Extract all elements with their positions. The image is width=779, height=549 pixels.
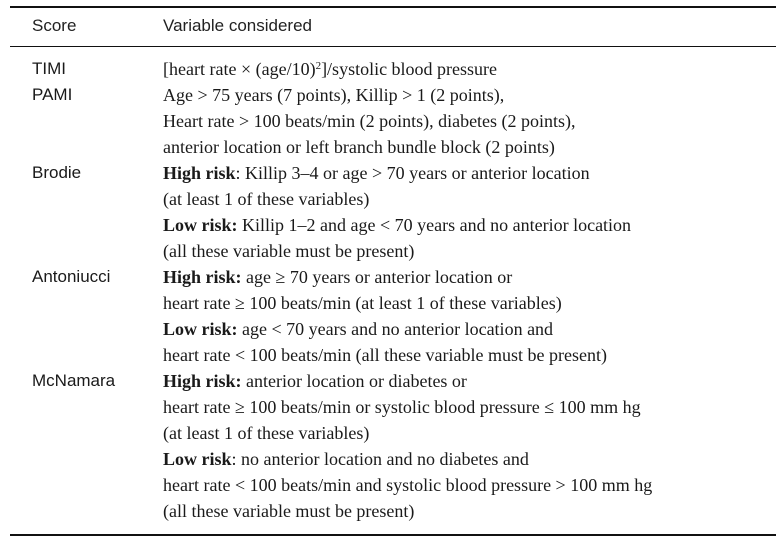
table-row-mcnamara	[0, 368, 779, 524]
table-top-rule	[10, 6, 776, 8]
variable-cell	[163, 368, 779, 524]
criteria-text: : Killip 3–4 or age > 70 years or anterior location	[235, 163, 590, 183]
variable-line: (at least 1 of these variables)	[163, 423, 370, 443]
variable-line	[163, 368, 779, 394]
criteria-text: Killip 1–2 and age < 70 years and no anterior location	[237, 215, 632, 235]
high-risk-label: High risk:	[163, 267, 242, 287]
high-risk-label: High risk	[163, 163, 236, 183]
table-row-brodie	[0, 160, 779, 264]
variable-line	[163, 446, 779, 472]
variable-cell	[163, 82, 779, 160]
criteria-text: anterior location or diabetes or	[241, 371, 467, 391]
variable-line: (all these variable must be present)	[163, 241, 415, 261]
criteria-text: age ≥ 70 years or anterior location or	[241, 267, 513, 287]
low-risk-label: Low risk:	[163, 215, 238, 235]
score-name: Brodie	[32, 163, 82, 182]
column-header-score: Score	[32, 16, 77, 35]
table-bottom-rule	[10, 534, 776, 536]
variable-line	[163, 56, 779, 82]
header-divider-rule	[10, 46, 776, 47]
criteria-text: : no anterior location and no diabetes and	[231, 449, 529, 469]
variable-line: heart rate ≥ 100 beats/min (at least 1 of these variables)	[163, 293, 562, 313]
formula-text: [heart rate × (age/10)	[163, 59, 316, 79]
variable-cell	[163, 160, 779, 264]
variable-cell	[163, 264, 779, 368]
variable-line: heart rate < 100 beats/min and systolic blood pressure > 100 mm hg	[163, 475, 653, 495]
variable-cell	[163, 56, 779, 82]
table-row-antoniucci	[0, 264, 779, 368]
variable-line: anterior location or left branch bundle block (2 points)	[163, 137, 555, 157]
table-body	[0, 56, 779, 524]
low-risk-label: Low risk	[163, 449, 232, 469]
formula-exponent: 2	[315, 60, 322, 72]
high-risk-label: High risk:	[163, 371, 242, 391]
criteria-text: age < 70 years and no anterior location and	[237, 319, 554, 339]
variable-line: Age > 75 years (7 points), Killip > 1 (2 points),	[163, 85, 505, 105]
score-name: PAMI	[32, 85, 73, 104]
variable-line	[163, 212, 779, 238]
variable-line: heart rate < 100 beats/min (all these variable must be present)	[163, 345, 607, 365]
variable-line	[163, 160, 779, 186]
variable-line: (all these variable must be present)	[163, 501, 415, 521]
formula-text: ]/systolic blood pressure	[321, 59, 498, 79]
score-name: Antoniucci	[32, 267, 111, 286]
variable-line: Heart rate > 100 beats/min (2 points), diabetes (2 points),	[163, 111, 576, 131]
table-row-pami	[0, 82, 779, 160]
variable-line: (at least 1 of these variables)	[163, 189, 370, 209]
column-header-variable: Variable considered	[163, 16, 312, 35]
variable-line	[163, 316, 779, 342]
table-row-timi	[0, 56, 779, 82]
variable-line: heart rate ≥ 100 beats/min or systolic blood pressure ≤ 100 mm hg	[163, 397, 641, 417]
score-name: TIMI	[32, 59, 66, 78]
score-name: McNamara	[32, 371, 116, 390]
variable-line	[163, 264, 779, 290]
low-risk-label: Low risk:	[163, 319, 238, 339]
